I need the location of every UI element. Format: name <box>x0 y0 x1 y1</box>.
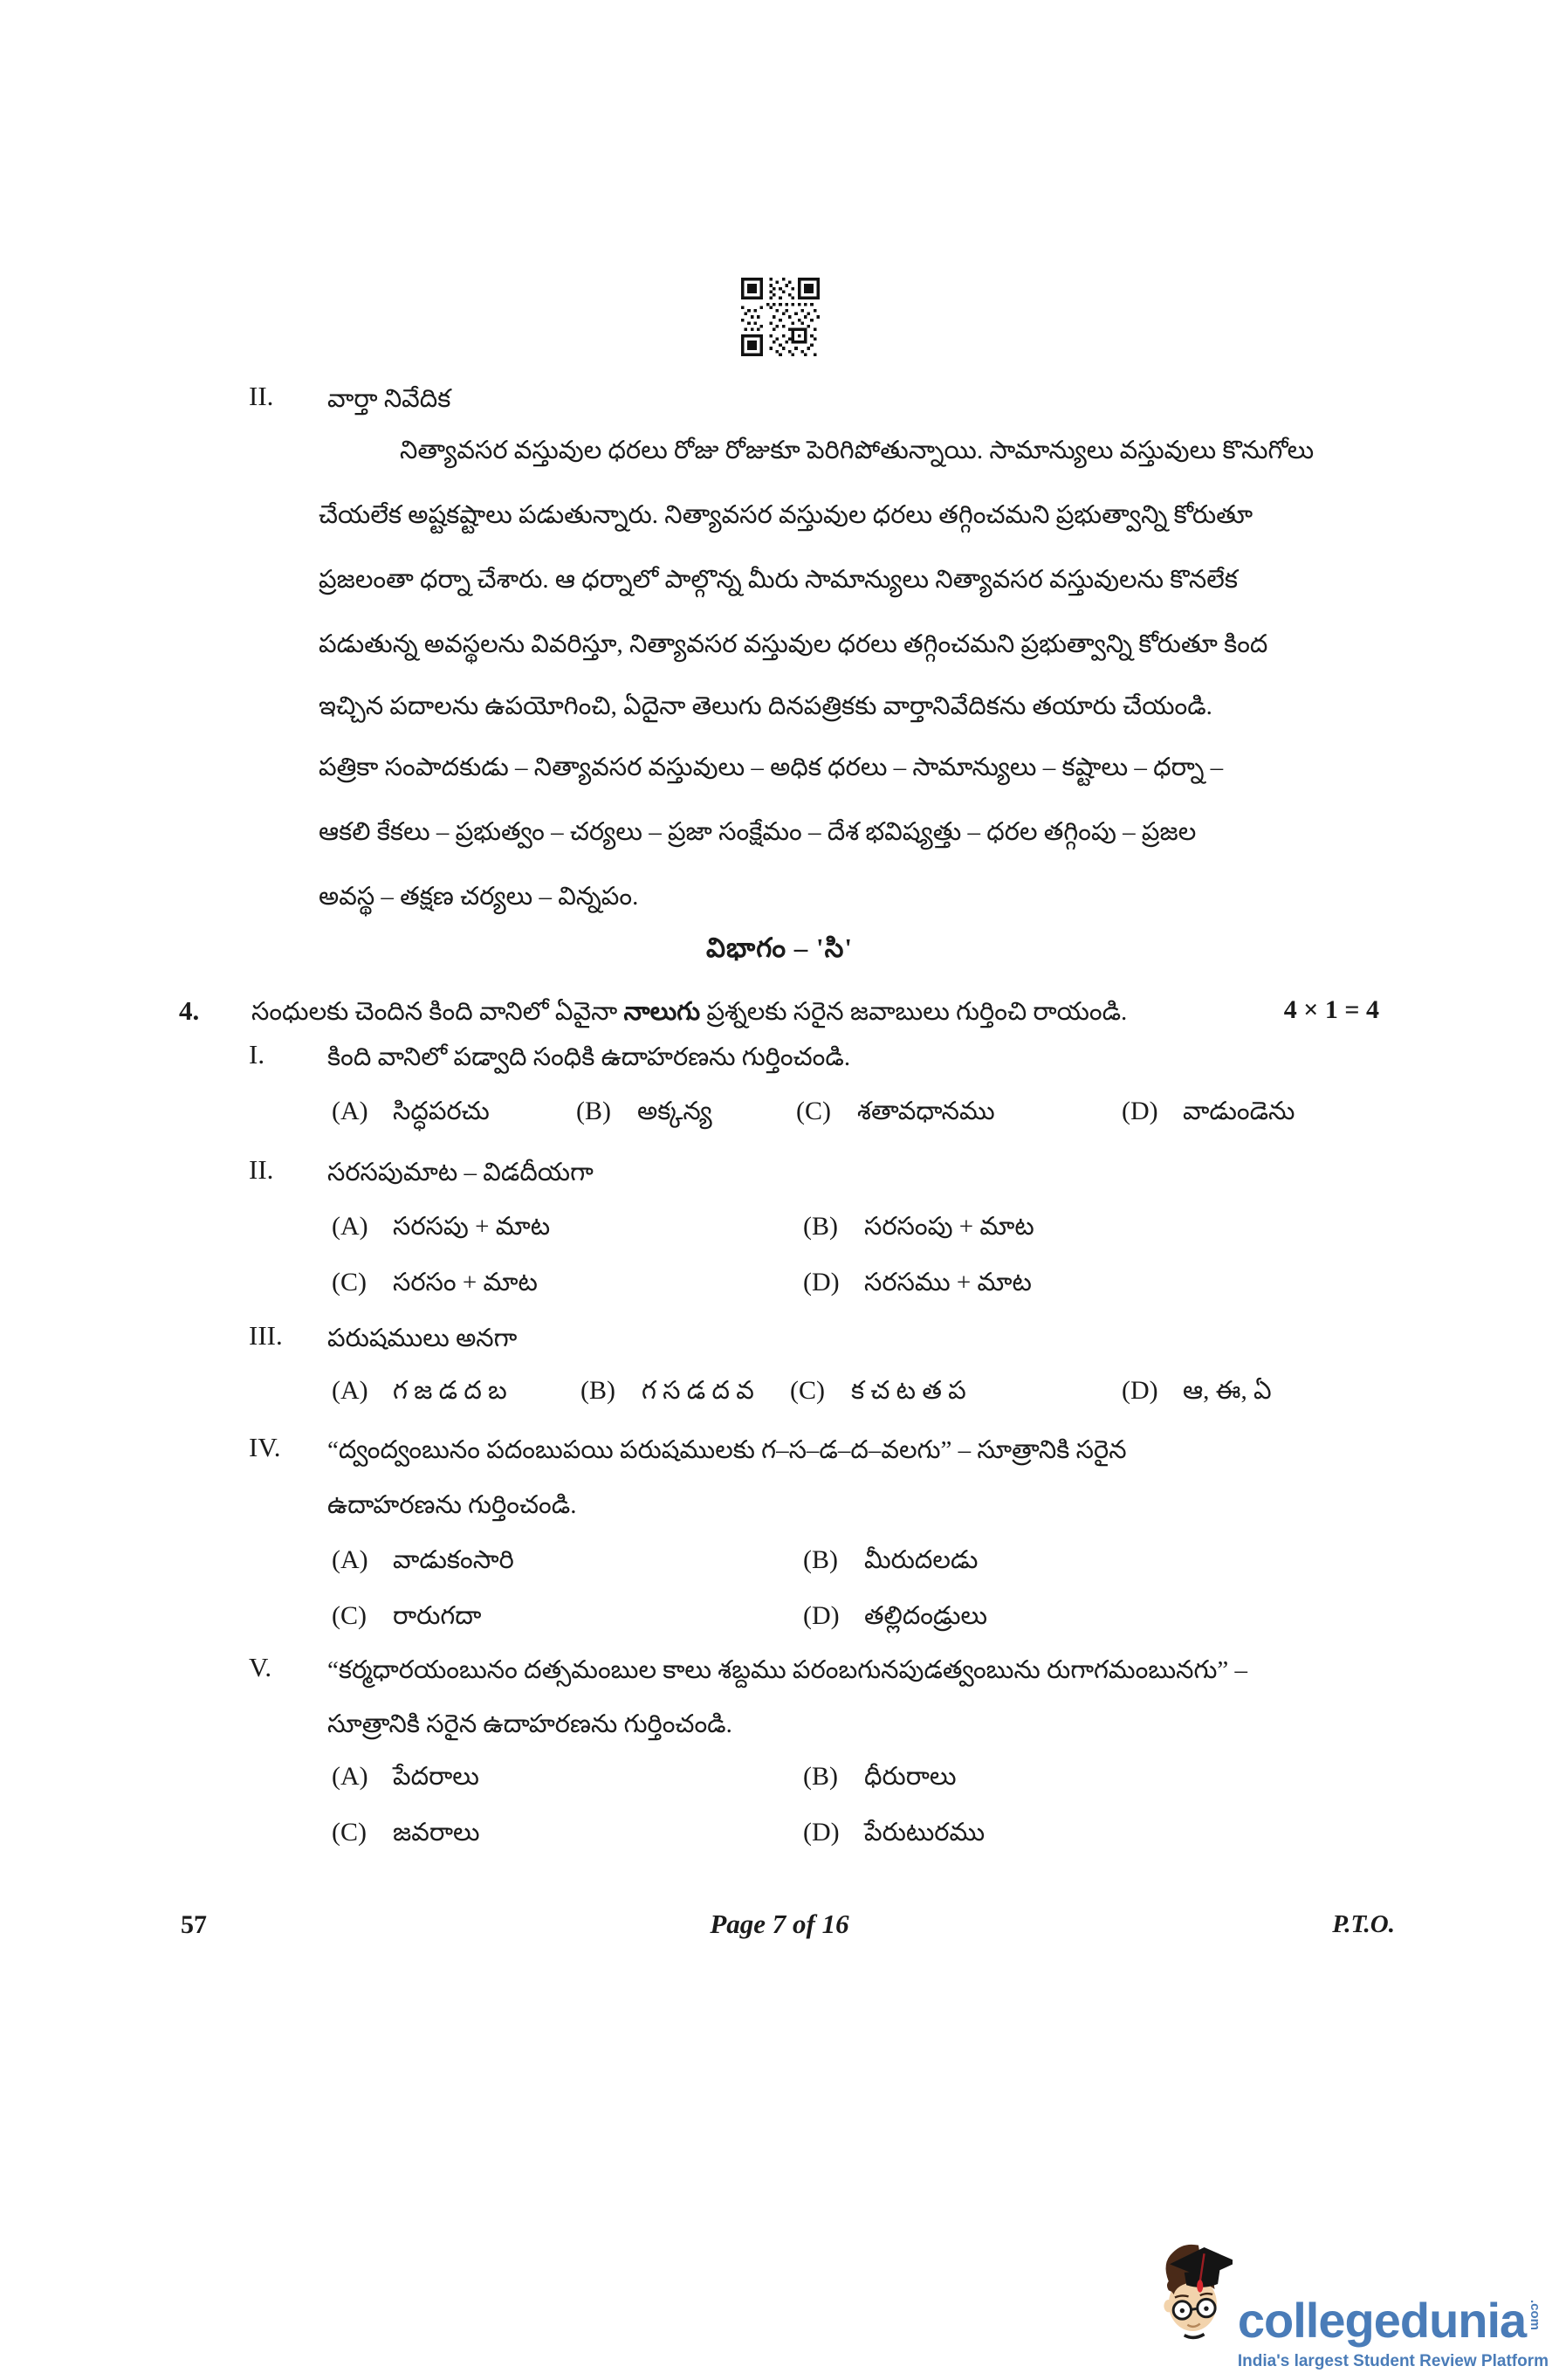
option-label: (B) <box>580 1376 615 1405</box>
report-paragraph-line: ప్రజలంతా ధర్నా చేశారు. ఆ ధర్నాలో పాల్గొన్న మీరు సామాన్యులు నిత్యావసర వస్తువులను కొనలేక <box>319 566 1238 594</box>
option-IV-A <box>332 1545 514 1581</box>
option-text: సిద్ధపరచు <box>393 1097 490 1125</box>
subq-IV-text-line2: ఉదాహరణను గుర్తించండి. <box>327 1491 577 1519</box>
option-III-B <box>580 1376 754 1412</box>
mascot-icon <box>1154 2207 1233 2371</box>
option-text: తల్లిదండ్రులు <box>864 1602 988 1630</box>
option-label: (C) <box>790 1376 825 1405</box>
option-label: (A) <box>332 1376 368 1405</box>
option-label: (B) <box>803 1545 838 1574</box>
subq-III-numeral: III. <box>249 1320 283 1351</box>
option-II-B <box>803 1212 1034 1248</box>
option-label: (D) <box>803 1818 840 1847</box>
option-text: ధీరురాలు <box>864 1763 957 1791</box>
option-text: గ స డ ద వ <box>642 1377 754 1405</box>
option-text: పేరుటురము <box>864 1819 986 1847</box>
option-IV-C <box>332 1601 481 1637</box>
option-text: సరసపు + మాట <box>393 1213 551 1241</box>
report-title: వార్తా నివేదిక <box>327 385 451 413</box>
q4-number: 4. <box>179 995 200 1026</box>
option-label: (C) <box>796 1097 831 1125</box>
option-text: వాడుకంసారి <box>393 1546 514 1574</box>
option-text: క చ ట త ప <box>851 1377 966 1405</box>
option-label: (D) <box>1122 1376 1158 1405</box>
q4-text-after: ప్రశ్నలకు సరైన జవాబులు గుర్తించి రాయండి. <box>700 998 1128 1026</box>
option-II-C <box>332 1268 538 1303</box>
option-label: (A) <box>332 1762 368 1791</box>
q4-text-before: సంధులకు చెందిన కింది వానిలో ఏవైనా <box>251 998 624 1026</box>
option-label: (A) <box>332 1097 368 1125</box>
option-I-B <box>576 1097 712 1132</box>
option-text: గ జ డ ద బ <box>393 1377 507 1405</box>
logo-tagline: India's largest Student Review Platform <box>1237 2352 1549 2370</box>
subq-V-numeral: V. <box>249 1652 272 1682</box>
option-label: (D) <box>803 1601 840 1630</box>
option-III-C <box>790 1376 966 1412</box>
option-text: వాడుండెను <box>1183 1097 1295 1125</box>
option-label: (B) <box>576 1097 611 1125</box>
footer-paper-code: 57 <box>181 1910 207 1939</box>
qr-code <box>741 278 820 356</box>
option-text: సరసంపు + మాట <box>864 1213 1034 1241</box>
option-label: (B) <box>803 1762 838 1791</box>
subq-II-text: సరసపుమాట – విడదీయగా <box>327 1159 594 1187</box>
option-text: సరసం + మాట <box>393 1269 538 1297</box>
option-I-D <box>1122 1097 1295 1132</box>
option-label: (D) <box>1122 1097 1158 1125</box>
option-III-D <box>1122 1376 1272 1412</box>
q4-marks: 4 × 1 = 4 <box>1283 995 1379 1024</box>
option-label: (A) <box>332 1212 368 1241</box>
report-question-numeral: II. <box>249 381 274 411</box>
footer-pto: P.T.O. <box>1332 1910 1395 1938</box>
option-label: (C) <box>332 1818 367 1847</box>
subq-IV-numeral: IV. <box>249 1432 281 1462</box>
option-V-D <box>803 1818 985 1854</box>
subq-IV-text-line1: “ద్వంద్వంబునం పదంబుపయి పరుషములకు గ–స–డ–ద–వలగు” – సూత్రానికి సరైన <box>327 1436 1127 1464</box>
option-text: సరసము + మాట <box>864 1269 1032 1297</box>
option-text: మీరుదలడు <box>864 1546 979 1574</box>
subq-V-text-line1: “కర్మధారయంబునం దత్సమంబుల కాలు శబ్దము పరంబగునపుడత్వంబును రుగాగమంబునగు” – <box>327 1656 1248 1684</box>
option-label: (B) <box>803 1212 838 1241</box>
option-IV-D <box>803 1601 987 1637</box>
report-paragraph-line: చేయలేక అష్టకష్టాలు పడుతున్నారు. నిత్యావసర వస్తువుల ధరలు తగ్గించమని ప్రభుత్వాన్ని కోరుతూ <box>319 501 1253 529</box>
option-text: అక్కన్య <box>637 1097 712 1125</box>
option-text: శతావధానము <box>857 1097 995 1125</box>
section-heading: విభాగం – 'సి' <box>705 932 854 963</box>
option-label: (C) <box>332 1601 367 1630</box>
q4-text-bold: నాలుగు <box>623 998 701 1026</box>
option-text: జవరాలు <box>393 1819 480 1847</box>
subq-I-text: కింది వానిలో పడ్వాది సంధికి ఉదాహరణను గుర్తించండి. <box>327 1043 851 1071</box>
option-label: (A) <box>332 1545 368 1574</box>
option-text: ఆ, ఈ, ఏ <box>1183 1377 1272 1405</box>
subq-II-numeral: II. <box>249 1154 274 1185</box>
option-IV-B <box>803 1545 978 1581</box>
footer-page-number: Page 7 of 16 <box>710 1909 849 1939</box>
option-text: రారుగదా <box>393 1602 482 1630</box>
subq-III-text: పరుషములు అనగా <box>327 1324 518 1352</box>
report-paragraph-line: ఆకలి కేకలు – ప్రభుత్వం – చర్యలు – ప్రజా సంక్షేమం – దేశ భవిష్యత్తు – ధరల తగ్గింపు – ప్రజల <box>319 818 1197 846</box>
logo-brand-text: collegedunia <box>1237 2293 1527 2348</box>
option-label: (D) <box>803 1268 840 1297</box>
option-V-B <box>803 1762 956 1798</box>
q4-text <box>251 995 1127 1029</box>
logo-tld-text: .com <box>1528 2300 1543 2331</box>
option-III-A <box>332 1376 507 1412</box>
option-II-A <box>332 1212 550 1248</box>
option-II-D <box>803 1268 1032 1303</box>
option-text: పేదరాలు <box>393 1763 479 1791</box>
option-I-C <box>796 1097 995 1132</box>
option-V-A <box>332 1762 479 1798</box>
subq-I-numeral: I. <box>249 1039 265 1070</box>
report-paragraph-line: ఇచ్చిన పదాలను ఉపయోగించి, ఏదైనా తెలుగు దినపత్రికకు వార్తానివేదికను తయారు చేయండి. <box>319 692 1212 720</box>
report-paragraph-line: అవస్థ – తక్షణ చర్యలు – విన్నపం. <box>319 883 639 911</box>
subq-V-text-line2: సూత్రానికి సరైన ఉదాహరణను గుర్తించండి. <box>327 1710 732 1738</box>
option-label: (C) <box>332 1268 367 1297</box>
option-V-C <box>332 1818 480 1854</box>
collegedunia-logo <box>1154 2197 1549 2371</box>
option-I-A <box>332 1097 490 1132</box>
report-paragraph-line: పత్రికా సంపాదకుడు – నిత్యావసర వస్తువులు – అధిక ధరలు – సామాన్యులు – కష్టాలు – ధర్నా – <box>319 753 1224 781</box>
report-paragraph-line: నిత్యావసర వస్తువుల ధరలు రోజు రోజుకూ పెరిగిపోతున్నాయి. సామాన్యులు వస్తువులు కొనుగోలు <box>400 437 1315 464</box>
report-paragraph-line: పడుతున్న అవస్థలను వివరిస్తూ, నిత్యావసర వస్తువుల ధరలు తగ్గించమని ప్రభుత్వాన్ని కోరుతూ కింద <box>319 630 1268 658</box>
